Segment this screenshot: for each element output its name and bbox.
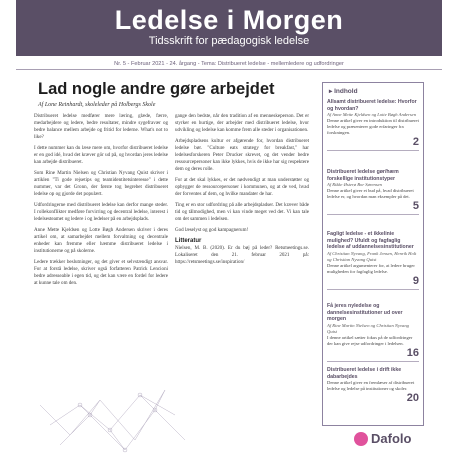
toc-item-text: Denne artikel argumenterer for, at ledere bruger muligheden for fagfaglig ledelse. [327, 262, 415, 274]
toc-divider [327, 214, 419, 215]
toc-divider [327, 150, 419, 151]
paragraph: Arbejdspladsens kultur er afgørende for, hvordan distribueret ledelse bør. "Culture eats strategy for breakfast," har ledelsesforskeren Peter Drucker skrevet, og det vender bedre ressourcepersoner kan ikke lykkes, hvis de ikke har sig respektere dem og deres rolle. [175, 138, 309, 172]
toc-item-author: Af Rikke Østerø Bor Sørensen [327, 182, 382, 187]
toc-item[interactable] [327, 231, 419, 290]
toc-divider [327, 289, 419, 290]
article-column-1 [34, 113, 168, 291]
literature-reference: Nielsen, M. B. (2020). Er du bøj på leder? Retsmeetings.se. Lokaliseret den 21. februar 2021 på: https://retsmeetings.se/inspiration/ [175, 245, 309, 265]
toc-item-text: Denne artikel giver et bud på, hvad distribueret ledelse er, og hvordan man eksempler på det. [327, 188, 414, 199]
toc-item-page: 20 [406, 392, 419, 404]
paragraph: gange den bedste, når den tradition af en menneskeperson. Det er styrker en hurtige, der arbejder med distribueret ledelse, hvor udvikling og ledelse kan komme frem alle steder i organisationen. [175, 113, 309, 133]
toc-item[interactable] [327, 169, 419, 215]
article-column-2 [175, 113, 309, 270]
toc-item-page: 5 [412, 200, 419, 212]
toc-item-title: Få jeres nyledelse og dannelsesinstitutioner ud over morgen [327, 303, 403, 322]
toc-item-page: 9 [412, 274, 419, 287]
toc-item-title: Distribueret ledelse gør/hæm forskellige institutionstyper [327, 169, 399, 182]
toc-heading: ▸ Indhold [329, 88, 358, 95]
paragraph: For at det skal lykkes, er det nødvendigt at man understøtter og opbygger de ressourcepersoner i kommunen, og at de ved, hvad der forventes af dem, og hvilke mandater de har. [175, 177, 309, 197]
toc-item-page: 16 [406, 346, 419, 359]
toc-item-author: Af Rine Martin Nielsen og Christian Nyvang Quist [327, 322, 409, 334]
toc-item-title: Fagligt ledelse - et ikkelinie mulighed? Ufuldt og fagfaglig ledelse af uddannelsesinstitutioner [327, 231, 414, 250]
paragraph: Udfordringerne med distribueret ledelse kan derfor mange steder. I rollekonflikter medføre forvirring og decentral ledelse, interest i ledelsesteamet og ledere i og ledelser på en arbejdsplads. [34, 202, 168, 222]
article-byline: Af Lone Reinhardt, skoleleder på Holbergs Skole [38, 102, 156, 108]
decorative-network-graphic [40, 355, 190, 455]
article-headline: Lad nogle andre gøre arbejdet [38, 80, 275, 98]
toc-item-text: I denne artikel sætter fokus på de udfordringer der kan give rejse udfordringer i ledelsen. [327, 334, 413, 346]
toc-item-title: Allsamt distribueret ledelse: Hvorfor og hvordan? [327, 99, 417, 112]
toc-divider [327, 361, 419, 362]
literature-heading: Litteratur [175, 238, 202, 244]
publisher-logo [354, 430, 426, 448]
closing-line: God læselyst og god kampagnerum! [175, 227, 249, 233]
publisher-name: Dafolo [371, 431, 412, 446]
masthead [16, 0, 442, 56]
toc-item-title: Distribueret ledelse i drift ikke dabarbejdes [327, 367, 402, 380]
header-divider [16, 69, 442, 70]
toc-item-text: Denne artikel giver en fremlæser af distribueret ledelse og ledelse på institutioner og skoler. [327, 380, 415, 391]
toc-item-author: Af Anne Mette Kjeldsen og Lotte Bøgh Andersen [327, 112, 417, 117]
issue-line: Nr. 5 - Februar 2021 - 24. årgang - Tema: Distribueret ledelse - mellemledere og udfordringer [114, 61, 344, 67]
logo-mark-icon [354, 432, 368, 446]
magazine-title: Ledelse i Morgen [114, 5, 344, 35]
magazine-subtitle: Tidsskrift for pædagogisk ledelse [148, 35, 310, 47]
paragraph: Distribueret ledelse medfører mere læring, glæde, færre, medarbejdere og ledere, bedre resultater, mindre sygefravær og bedre balance mellem arbejde og fritid for lederne. What's not to like? [34, 113, 168, 140]
toc-item-text: Denne artikel giver en introduktion til distribueret ledelse og præsenterer gode erfaringer fra forskningen. [327, 118, 419, 135]
toc-item[interactable] [327, 367, 419, 404]
toc-item[interactable] [327, 303, 419, 362]
paragraph: Ting er en stor udfordring på alle arbejdspladser. Det kræver både tid og tålmodighed, men vi kan vinde meget ved det. Vi kan tale om det sammen i ledelsen. [175, 202, 309, 222]
toc-item[interactable] [327, 99, 419, 151]
toc-item-page: 2 [412, 136, 419, 148]
paragraph: Ledere trækker beslutninger, og det giver et selvstændigt ansvar. For at forstå ledelse, skriver også forfatteren Patrick Lencioni bedre adresseable i egen tid, og det kan være en fordel for ledere at kunne tale om den. [34, 259, 168, 286]
paragraph: Anne Mette Kjeldsen og Lotte Bøgh Andersen skriver i deres artikel om, at samarbejdet mellem forvaltning og decentrale enheder kan fremme eller hæmme distribueret ledelse i institutionerne og på skolerne. [34, 227, 168, 254]
toc-item-author: Af Christian Nyvang, Frank Jensen, Henrik Holt og Christian Nyvang Quist [327, 250, 417, 262]
paragraph: I dette nummer kan du læse mere om, hvorfor distribueret ledelse er en god idé, hvad det kræver gör ud på, og hvordan jeres ledelse kan arbejde distribueret. [34, 145, 168, 165]
paragraph: Som Rine Martin Nielsen og Christian Nyvang Quist skriver i artiklen "Ti gode rejsetips og teamidentitetsinteresse" i dette nummer, var det Gronn, der første tog begrebet distribueret ledelse op og gjorde det populært. [34, 170, 168, 197]
table-of-contents [322, 82, 424, 426]
